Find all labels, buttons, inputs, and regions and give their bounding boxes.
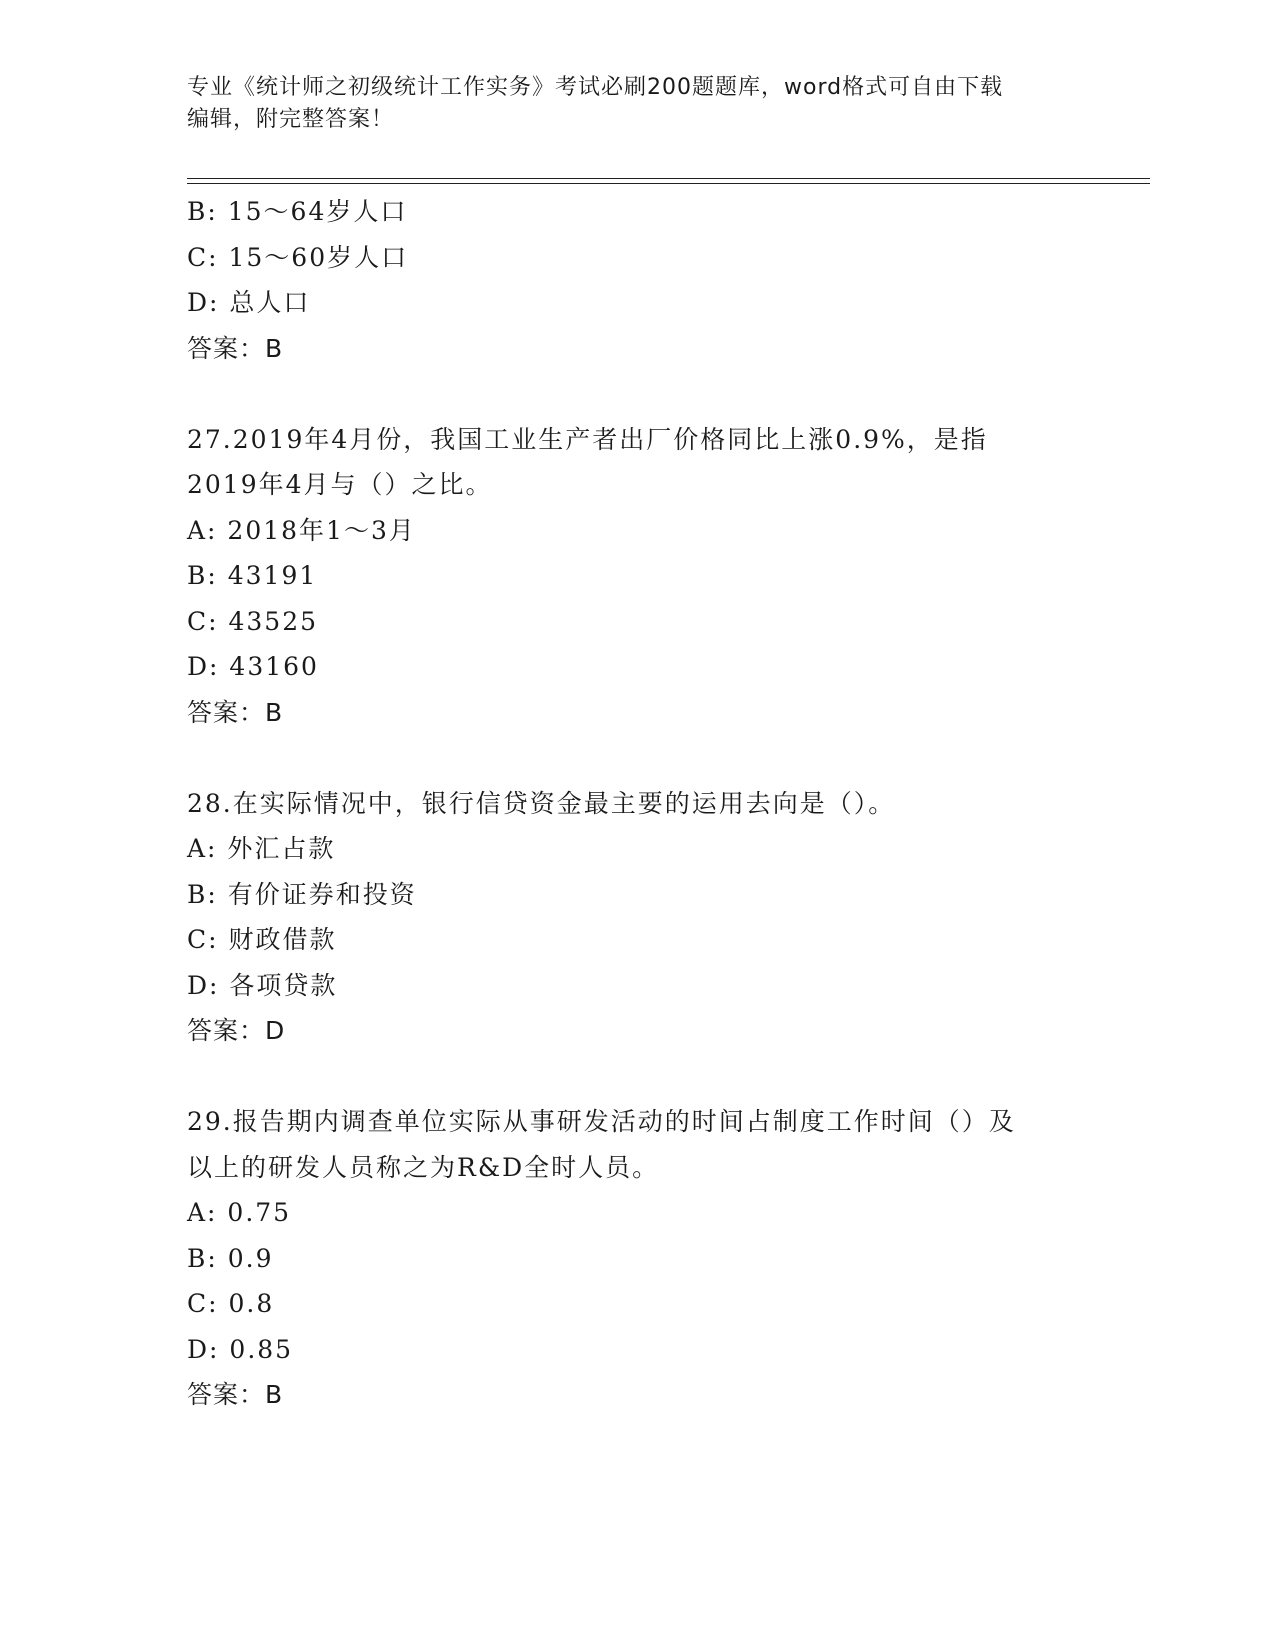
option-d: D: 各项贷款 xyxy=(187,970,338,1000)
option-d: D: 总人口 xyxy=(187,288,311,317)
option-d: D: 43160 xyxy=(187,652,319,681)
document-header xyxy=(187,72,1067,136)
option-c: C: 0.8 xyxy=(187,1289,275,1318)
question-28 xyxy=(187,781,1087,1054)
question-29 xyxy=(187,1099,1087,1418)
question-27 xyxy=(187,417,1087,736)
option-b: B: 15～64岁人口 xyxy=(187,197,408,226)
question-26-continuation xyxy=(187,189,1087,371)
spacer xyxy=(187,735,1087,781)
question-stem-line: 29.报告期内调查单位实际从事研发活动的时间占制度工作时间（）及 xyxy=(187,1107,1016,1136)
option-a: A: 2018年1～3月 xyxy=(187,515,416,545)
header-title-line-1: 专业《统计师之初级统计工作实务》考试必刷200题题库，word格式可自由下载 xyxy=(187,75,1004,100)
option-a: A: 0.75 xyxy=(187,1198,292,1227)
question-stem-line: 28.在实际情况中，银行信贷资金最主要的运用去向是（）。 xyxy=(187,788,896,818)
answer-line: 答案：B xyxy=(187,697,284,727)
question-list xyxy=(187,189,1087,1418)
question-stem-line: 27.2019年4月份，我国工业生产者出厂价格同比上涨0.9%，是指 xyxy=(187,424,988,454)
header-title-line-2: 编辑，附完整答案！ xyxy=(187,107,395,132)
option-c: C: 43525 xyxy=(187,606,319,636)
option-d: D: 0.85 xyxy=(187,1334,294,1364)
question-stem-line: 2019年4月与（）之比。 xyxy=(187,470,493,499)
question-stem-line: 以上的研发人员称之为R&D全时人员。 xyxy=(187,1152,660,1182)
option-c: C: 15～60岁人口 xyxy=(187,242,409,272)
option-b: B: 0.9 xyxy=(187,1243,274,1273)
option-a: A: 外汇占款 xyxy=(187,834,336,863)
spacer xyxy=(187,1054,1087,1100)
answer-line: 答案：B xyxy=(187,1380,284,1409)
header-rule-top xyxy=(187,178,1150,179)
spacer xyxy=(187,371,1087,417)
header-rule-bottom xyxy=(187,183,1150,184)
option-c: C: 财政借款 xyxy=(187,925,337,954)
option-b: B: 有价证券和投资 xyxy=(187,879,417,909)
option-b: B: 43191 xyxy=(187,561,318,590)
answer-line: 答案：B xyxy=(187,333,284,363)
answer-line: 答案：D xyxy=(187,1016,286,1045)
